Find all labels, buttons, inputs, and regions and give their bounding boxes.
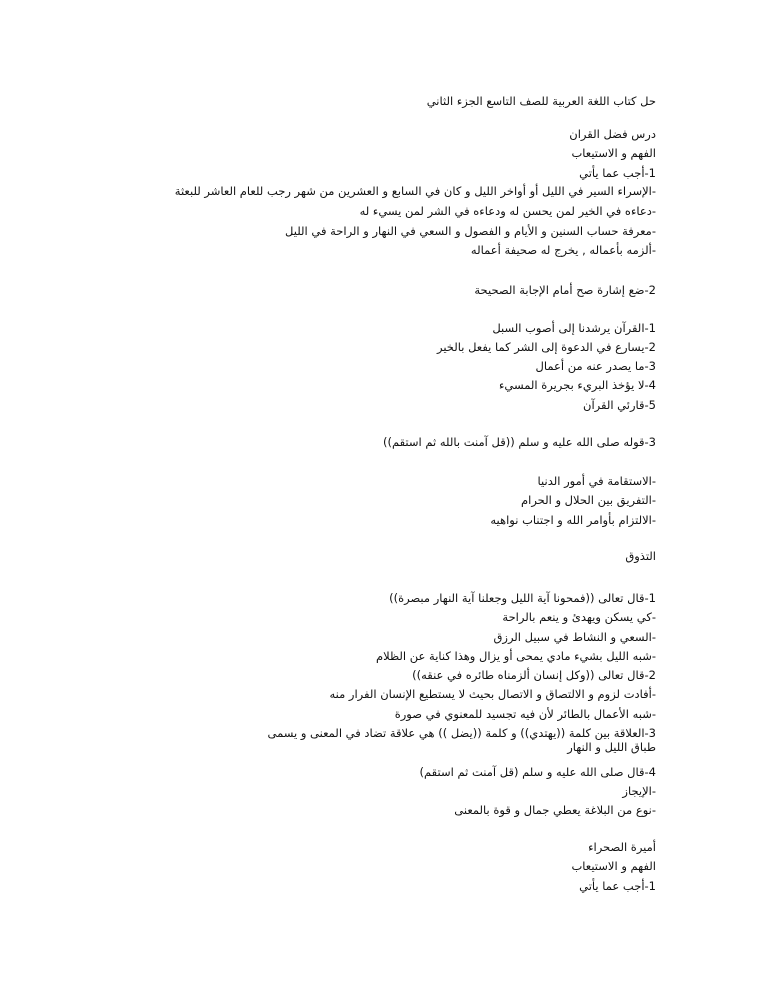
answer-line: 4-لا يؤخذ البريء بجريرة المسيء xyxy=(498,378,656,392)
section-heading: التذوق xyxy=(625,549,656,563)
question-heading: 4-قال صلى الله عليه و سلم (قل آمنت ثم استقم) xyxy=(419,765,656,779)
document-title: حل كتاب اللغة العربية للصف التاسع الجزء الثاني xyxy=(426,94,656,108)
answer-line: -أفادت لزوم و الالتصاق و الاتصال بحيث لا يستطيع الإنسان الفرار منه xyxy=(329,687,656,701)
question-heading: 1-أجب عما يأتي xyxy=(579,166,656,180)
question-heading: 1-قال تعالى ((فمحونا آية الليل وجعلنا آية النهار مبصرة)) xyxy=(389,591,656,605)
answer-line: -الإسراء السير في الليل أو أواخر الليل و كان في السابع و العشرين من شهر رجب للعام العاشر للبعثة xyxy=(174,184,656,198)
answer-line: 2-يسارع في الدعوة إلى الشر كما يفعل بالخير xyxy=(436,340,656,354)
answer-line: -التفريق بين الحلال و الحرام xyxy=(521,493,656,507)
section-heading: الفهم و الاستيعاب xyxy=(571,859,656,873)
lesson-title: درس فضل القران xyxy=(569,127,656,141)
answer-line: -نوع من البلاغة يعطي جمال و قوة بالمعنى xyxy=(454,803,656,817)
question-heading: 2-ضع إشارة صح أمام الإجابة الصحيحة xyxy=(474,283,656,297)
answer-line: -ألزمه بأعماله , يخرج له صحيفة أعماله xyxy=(470,243,656,257)
answer-line: -شبه الليل بشيء مادي يمحى أو يزال وهذا كناية عن الظلام xyxy=(376,649,656,663)
answer-line: -الالتزام بأوامر الله و اجتناب نواهيه xyxy=(490,513,656,527)
answer-line: -معرفة حساب السنين و الأيام و الفصول و السعي في النهار و الراحة في الليل xyxy=(285,224,656,238)
question-heading: 2-قال تعالى ((وكل إنسان ألزمناه طائره في عنقه)) xyxy=(412,668,656,682)
answer-line: -دعاءه في الخير لمن يحسن له ودعاءه في الشر لمن يسيء له xyxy=(359,204,656,218)
answer-line: -الإيجاز xyxy=(622,784,656,798)
answer-line: -الاستقامة في أمور الدنيا xyxy=(537,474,656,488)
answer-line: -كي يسكن ويهدئ و ينعم بالراحة xyxy=(502,610,656,624)
answer-line: 3-ما يصدر عنه من أعمال xyxy=(535,359,656,373)
question-heading: 3-قوله صلى الله عليه و سلم ((قل آمنت بالله ثم استقم)) xyxy=(382,435,656,449)
answer-line: 3-العلاقة بين كلمة ((يهتدي)) و كلمة ((يضل )) هي علاقة تضاد في المعنى و يسمى طباق الليل و النهار xyxy=(267,726,656,754)
answer-line: 1-القرآن يرشدنا إلى أصوب السبل xyxy=(492,321,656,335)
answer-line: -شبه الأعمال بالطائر لأن فيه تجسيد للمعنوي في صورة xyxy=(394,707,656,721)
lesson-title: أميرة الصحراء xyxy=(588,840,656,854)
question-heading: 1-أجب عما يأتي xyxy=(579,879,656,893)
section-heading: الفهم و الاستيعاب xyxy=(571,146,656,160)
answer-line: 5-قارئي القرآن xyxy=(583,398,656,412)
answer-line: -السعي و النشاط في سبيل الرزق xyxy=(493,630,656,644)
